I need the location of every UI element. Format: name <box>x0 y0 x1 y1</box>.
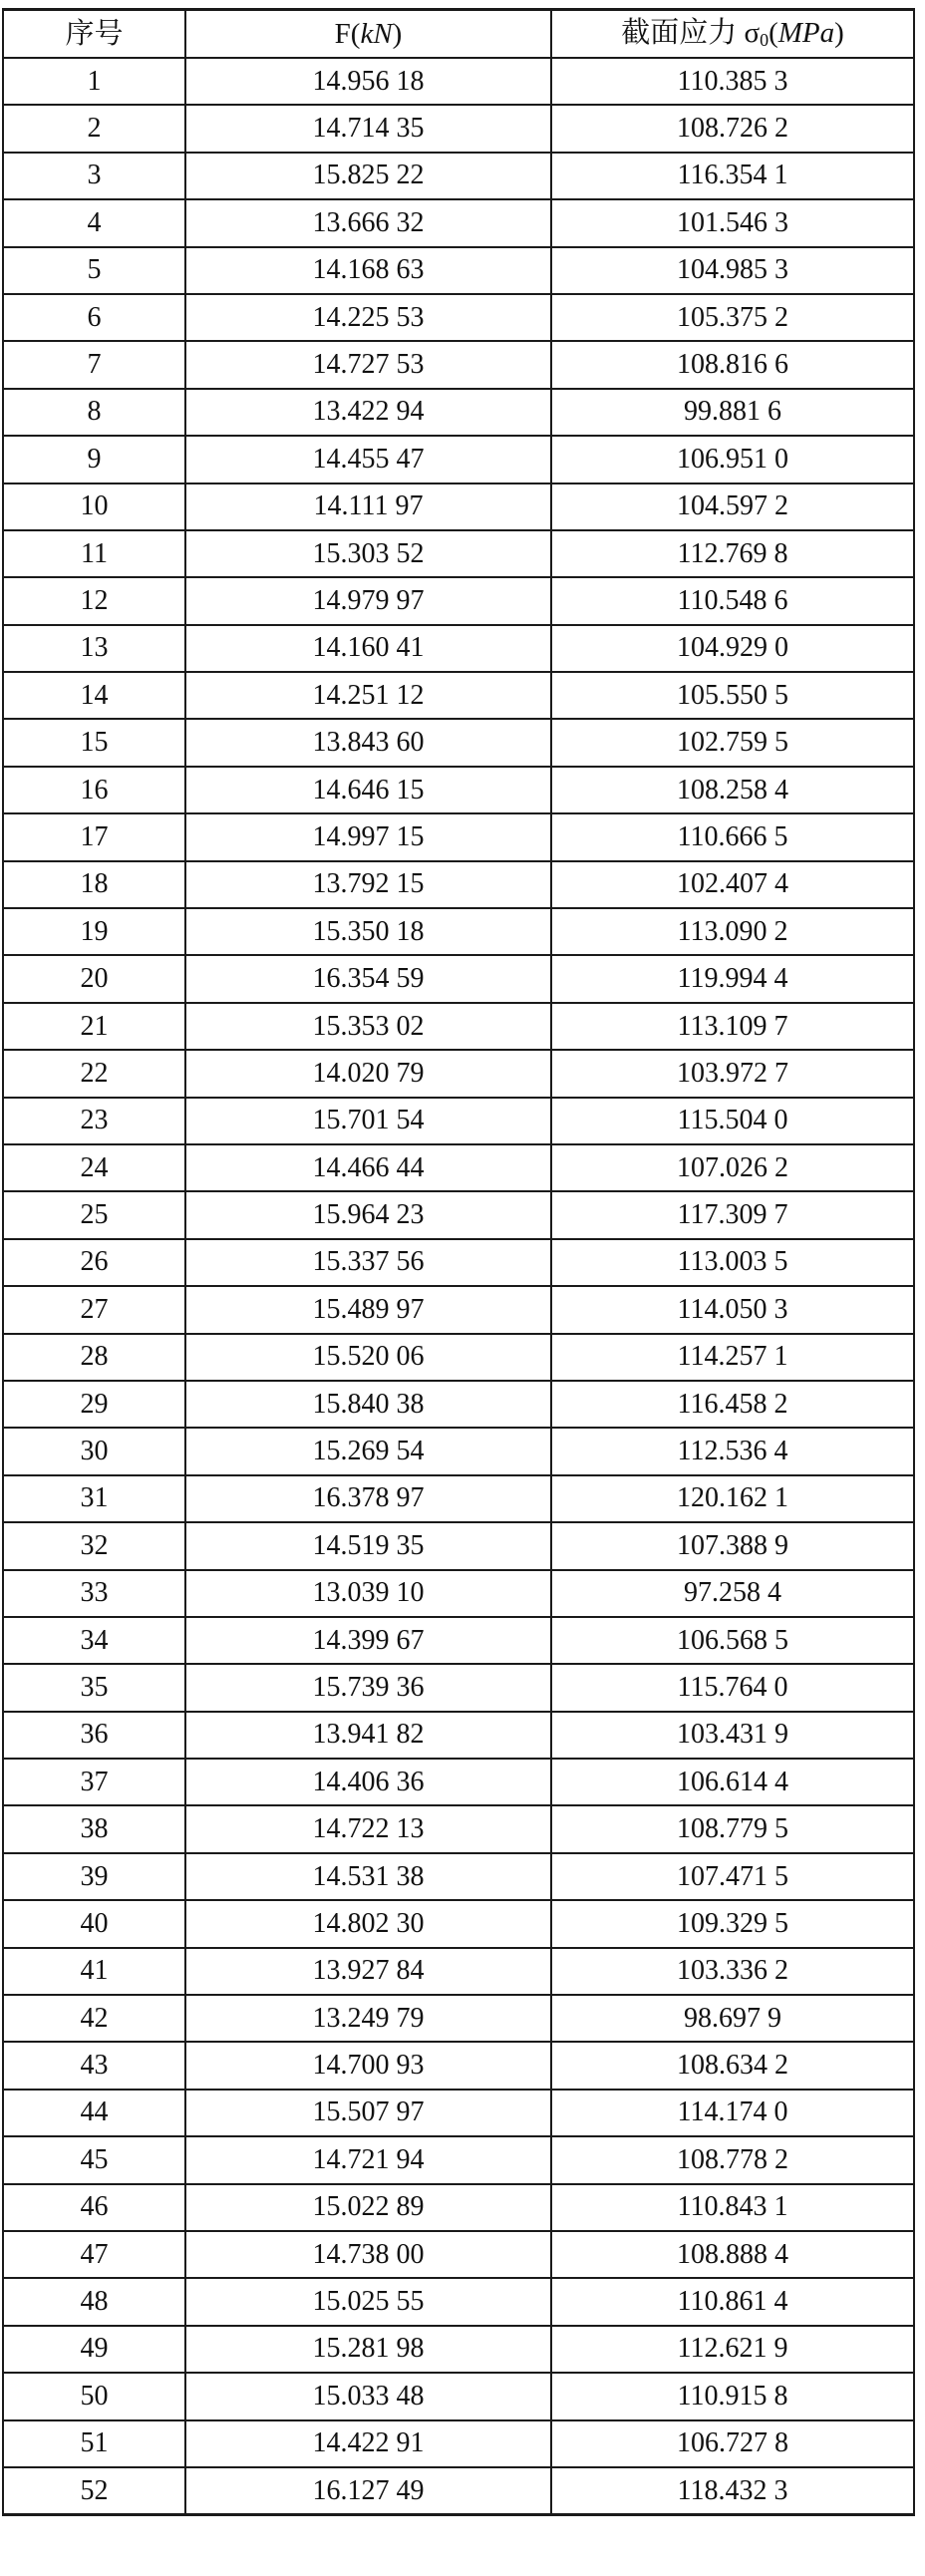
table-row <box>3 955 914 1002</box>
cell-stress: 110.915 8 <box>551 2373 914 2419</box>
table-row <box>3 1475 914 1522</box>
cell-force: 14.979 97 <box>185 577 551 624</box>
cell-index: 1 <box>3 58 185 105</box>
table-row <box>3 2090 914 2136</box>
cell-stress: 112.621 9 <box>551 2326 914 2373</box>
cell-force: 16.354 59 <box>185 955 551 1002</box>
table-row <box>3 436 914 483</box>
table-row <box>3 199 914 246</box>
cell-stress: 107.026 2 <box>551 1144 914 1191</box>
cell-index: 50 <box>3 2373 185 2419</box>
cell-index: 51 <box>3 2420 185 2467</box>
cell-force: 15.840 38 <box>185 1381 551 1428</box>
cell-stress: 114.050 3 <box>551 1286 914 1333</box>
cell-stress: 116.354 1 <box>551 153 914 199</box>
table-row <box>3 2231 914 2278</box>
cell-force: 14.406 36 <box>185 1759 551 1805</box>
cell-stress: 110.548 6 <box>551 577 914 624</box>
cell-stress: 108.816 6 <box>551 341 914 388</box>
cell-force: 15.825 22 <box>185 153 551 199</box>
cell-force: 16.378 97 <box>185 1475 551 1522</box>
cell-stress: 110.843 1 <box>551 2184 914 2231</box>
cell-index: 7 <box>3 341 185 388</box>
cell-stress: 117.309 7 <box>551 1191 914 1238</box>
cell-force: 15.701 54 <box>185 1098 551 1144</box>
table-row <box>3 1995 914 2042</box>
cell-index: 47 <box>3 2231 185 2278</box>
header-force-symbol: F <box>334 17 351 50</box>
cell-force: 14.802 30 <box>185 1900 551 1947</box>
cell-force: 14.531 38 <box>185 1853 551 1900</box>
cell-stress: 113.090 2 <box>551 908 914 955</box>
table-row <box>3 1759 914 1805</box>
cell-force: 13.941 82 <box>185 1712 551 1759</box>
cell-force: 15.489 97 <box>185 1286 551 1333</box>
table-row <box>3 2136 914 2183</box>
cell-stress: 108.258 4 <box>551 767 914 813</box>
cell-force: 14.738 00 <box>185 2231 551 2278</box>
table-row <box>3 389 914 436</box>
cell-index: 23 <box>3 1098 185 1144</box>
cell-index: 22 <box>3 1050 185 1097</box>
cell-index: 45 <box>3 2136 185 2183</box>
table-row <box>3 1003 914 1050</box>
cell-stress: 97.258 4 <box>551 1570 914 1617</box>
cell-force: 13.422 94 <box>185 389 551 436</box>
table-row <box>3 861 914 908</box>
cell-stress: 105.550 5 <box>551 672 914 719</box>
cell-stress: 104.929 0 <box>551 625 914 672</box>
table-row <box>3 1853 914 1900</box>
table-row <box>3 1712 914 1759</box>
cell-stress: 106.951 0 <box>551 436 914 483</box>
cell-stress: 106.614 4 <box>551 1759 914 1805</box>
cell-stress: 98.697 9 <box>551 1995 914 2042</box>
cell-index: 31 <box>3 1475 185 1522</box>
cell-index: 3 <box>3 153 185 199</box>
cell-force: 14.956 18 <box>185 58 551 105</box>
cell-stress: 113.109 7 <box>551 1003 914 1050</box>
cell-force: 13.039 10 <box>185 1570 551 1617</box>
cell-force: 14.455 47 <box>185 436 551 483</box>
cell-index: 39 <box>3 1853 185 1900</box>
cell-stress: 99.881 6 <box>551 389 914 436</box>
cell-stress: 115.504 0 <box>551 1098 914 1144</box>
cell-index: 17 <box>3 813 185 860</box>
cell-index: 41 <box>3 1948 185 1995</box>
cell-force: 14.399 67 <box>185 1617 551 1664</box>
cell-stress: 106.568 5 <box>551 1617 914 1664</box>
table-row <box>3 1239 914 1286</box>
cell-force: 14.422 91 <box>185 2420 551 2467</box>
header-index-label: 序号 <box>65 17 124 50</box>
header-stress: 截面应力 $\sigma_0(MPa)$ <box>551 10 914 59</box>
cell-force: 14.225 53 <box>185 294 551 341</box>
cell-force: 13.666 32 <box>185 199 551 246</box>
cell-force: 14.646 15 <box>185 767 551 813</box>
cell-index: 12 <box>3 577 185 624</box>
cell-force: 14.111 97 <box>185 483 551 530</box>
cell-force: 14.997 15 <box>185 813 551 860</box>
table-row <box>3 294 914 341</box>
cell-force: 15.739 36 <box>185 1664 551 1711</box>
table-row <box>3 625 914 672</box>
cell-force: 14.251 12 <box>185 672 551 719</box>
cell-index: 36 <box>3 1712 185 1759</box>
header-index <box>3 10 185 59</box>
cell-stress: 102.759 5 <box>551 719 914 766</box>
cell-index: 20 <box>3 955 185 1002</box>
cell-force: 14.160 41 <box>185 625 551 672</box>
cell-index: 34 <box>3 1617 185 1664</box>
cell-stress: 103.336 2 <box>551 1948 914 1995</box>
table-row <box>3 1948 914 1995</box>
table-row <box>3 813 914 860</box>
cell-stress: 107.388 9 <box>551 1522 914 1569</box>
cell-force: 14.519 35 <box>185 1522 551 1569</box>
table-row <box>3 1191 914 1238</box>
cell-stress: 108.778 2 <box>551 2136 914 2183</box>
table-row <box>3 1664 914 1711</box>
cell-force: 15.353 02 <box>185 1003 551 1050</box>
cell-stress: 105.375 2 <box>551 294 914 341</box>
table-row <box>3 1900 914 1947</box>
cell-stress: 101.546 3 <box>551 199 914 246</box>
table-row <box>3 1381 914 1428</box>
cell-force: 15.281 98 <box>185 2326 551 2373</box>
table-row <box>3 767 914 813</box>
cell-force: 14.168 63 <box>185 247 551 294</box>
header-row <box>3 10 914 59</box>
table-row <box>3 1570 914 1617</box>
cell-force: 15.964 23 <box>185 1191 551 1238</box>
cell-force: 15.025 55 <box>185 2278 551 2325</box>
table-row <box>3 58 914 105</box>
table-row <box>3 2042 914 2089</box>
cell-force: 14.722 13 <box>185 1805 551 1852</box>
cell-stress: 120.162 1 <box>551 1475 914 1522</box>
cell-stress: 107.471 5 <box>551 1853 914 1900</box>
cell-index: 49 <box>3 2326 185 2373</box>
table-row <box>3 153 914 199</box>
cell-index: 38 <box>3 1805 185 1852</box>
cell-index: 15 <box>3 719 185 766</box>
cell-stress: 110.861 4 <box>551 2278 914 2325</box>
cell-index: 6 <box>3 294 185 341</box>
header-force-unit: kN <box>360 17 393 50</box>
cell-index: 21 <box>3 1003 185 1050</box>
cell-stress: 119.994 4 <box>551 955 914 1002</box>
table-row <box>3 1098 914 1144</box>
table-header <box>3 10 914 59</box>
cell-index: 52 <box>3 2467 185 2515</box>
cell-stress: 108.726 2 <box>551 105 914 152</box>
cell-force: 15.303 52 <box>185 530 551 577</box>
cell-stress: 103.431 9 <box>551 1712 914 1759</box>
cell-index: 40 <box>3 1900 185 1947</box>
cell-force: 14.721 94 <box>185 2136 551 2183</box>
cell-force: 13.927 84 <box>185 1948 551 1995</box>
cell-stress: 115.764 0 <box>551 1664 914 1711</box>
cell-index: 42 <box>3 1995 185 2042</box>
table-row <box>3 530 914 577</box>
cell-index: 28 <box>3 1334 185 1381</box>
header-stress-subscript: 0 <box>760 30 770 50</box>
table-row <box>3 341 914 388</box>
cell-stress: 110.666 5 <box>551 813 914 860</box>
cell-index: 30 <box>3 1428 185 1474</box>
cell-force: 14.466 44 <box>185 1144 551 1191</box>
table-row <box>3 2373 914 2419</box>
cell-stress: 104.597 2 <box>551 483 914 530</box>
data-table-container <box>2 8 913 2516</box>
force-stress-table <box>2 8 915 2516</box>
table-row <box>3 2326 914 2373</box>
cell-force: 15.269 54 <box>185 1428 551 1474</box>
table-row <box>3 1805 914 1852</box>
cell-force: 13.249 79 <box>185 1995 551 2042</box>
cell-index: 9 <box>3 436 185 483</box>
table-row <box>3 908 914 955</box>
cell-index: 29 <box>3 1381 185 1428</box>
cell-force: 13.792 15 <box>185 861 551 908</box>
cell-force: 13.843 60 <box>185 719 551 766</box>
table-row <box>3 1144 914 1191</box>
cell-force: 14.700 93 <box>185 2042 551 2089</box>
cell-stress: 114.174 0 <box>551 2090 914 2136</box>
cell-stress: 108.888 4 <box>551 2231 914 2278</box>
table-row <box>3 2420 914 2467</box>
cell-force: 15.520 06 <box>185 1334 551 1381</box>
cell-stress: 114.257 1 <box>551 1334 914 1381</box>
table-row <box>3 2278 914 2325</box>
table-row <box>3 1286 914 1333</box>
cell-index: 44 <box>3 2090 185 2136</box>
cell-force: 14.020 79 <box>185 1050 551 1097</box>
cell-stress: 116.458 2 <box>551 1381 914 1428</box>
cell-force: 15.022 89 <box>185 2184 551 2231</box>
table-row <box>3 2467 914 2515</box>
cell-force: 15.350 18 <box>185 908 551 955</box>
table-row <box>3 577 914 624</box>
cell-index: 5 <box>3 247 185 294</box>
cell-index: 32 <box>3 1522 185 1569</box>
cell-stress: 113.003 5 <box>551 1239 914 1286</box>
cell-index: 10 <box>3 483 185 530</box>
cell-stress: 103.972 7 <box>551 1050 914 1097</box>
cell-index: 16 <box>3 767 185 813</box>
cell-stress: 112.769 8 <box>551 530 914 577</box>
cell-force: 16.127 49 <box>185 2467 551 2515</box>
cell-stress: 112.536 4 <box>551 1428 914 1474</box>
table-body <box>3 58 914 2515</box>
cell-force: 15.033 48 <box>185 2373 551 2419</box>
table-row <box>3 1522 914 1569</box>
cell-index: 13 <box>3 625 185 672</box>
cell-index: 24 <box>3 1144 185 1191</box>
header-stress-symbol: σ <box>744 17 761 49</box>
cell-force: 15.337 56 <box>185 1239 551 1286</box>
cell-stress: 108.779 5 <box>551 1805 914 1852</box>
cell-index: 46 <box>3 2184 185 2231</box>
cell-index: 4 <box>3 199 185 246</box>
cell-index: 48 <box>3 2278 185 2325</box>
table-row <box>3 105 914 152</box>
cell-force: 14.714 35 <box>185 105 551 152</box>
table-row <box>3 1334 914 1381</box>
cell-index: 8 <box>3 389 185 436</box>
table-row <box>3 247 914 294</box>
table-row <box>3 1050 914 1097</box>
cell-force: 15.507 97 <box>185 2090 551 2136</box>
table-row <box>3 2184 914 2231</box>
cell-index: 37 <box>3 1759 185 1805</box>
cell-index: 14 <box>3 672 185 719</box>
header-force: F(kN) <box>185 10 551 59</box>
header-stress-unit: MPa <box>777 17 835 49</box>
cell-index: 33 <box>3 1570 185 1617</box>
cell-index: 27 <box>3 1286 185 1333</box>
table-row <box>3 1617 914 1664</box>
table-row <box>3 483 914 530</box>
cell-index: 25 <box>3 1191 185 1238</box>
cell-index: 2 <box>3 105 185 152</box>
cell-index: 18 <box>3 861 185 908</box>
cell-stress: 102.407 4 <box>551 861 914 908</box>
cell-force: 14.727 53 <box>185 341 551 388</box>
header-stress-label: 截面应力 <box>621 17 738 49</box>
cell-index: 11 <box>3 530 185 577</box>
table-row <box>3 719 914 766</box>
cell-stress: 118.432 3 <box>551 2467 914 2515</box>
table-row <box>3 672 914 719</box>
cell-stress: 109.329 5 <box>551 1900 914 1947</box>
cell-index: 35 <box>3 1664 185 1711</box>
cell-index: 26 <box>3 1239 185 1286</box>
cell-stress: 108.634 2 <box>551 2042 914 2089</box>
cell-index: 43 <box>3 2042 185 2089</box>
table-row <box>3 1428 914 1474</box>
cell-index: 19 <box>3 908 185 955</box>
cell-stress: 110.385 3 <box>551 58 914 105</box>
cell-stress: 104.985 3 <box>551 247 914 294</box>
cell-stress: 106.727 8 <box>551 2420 914 2467</box>
